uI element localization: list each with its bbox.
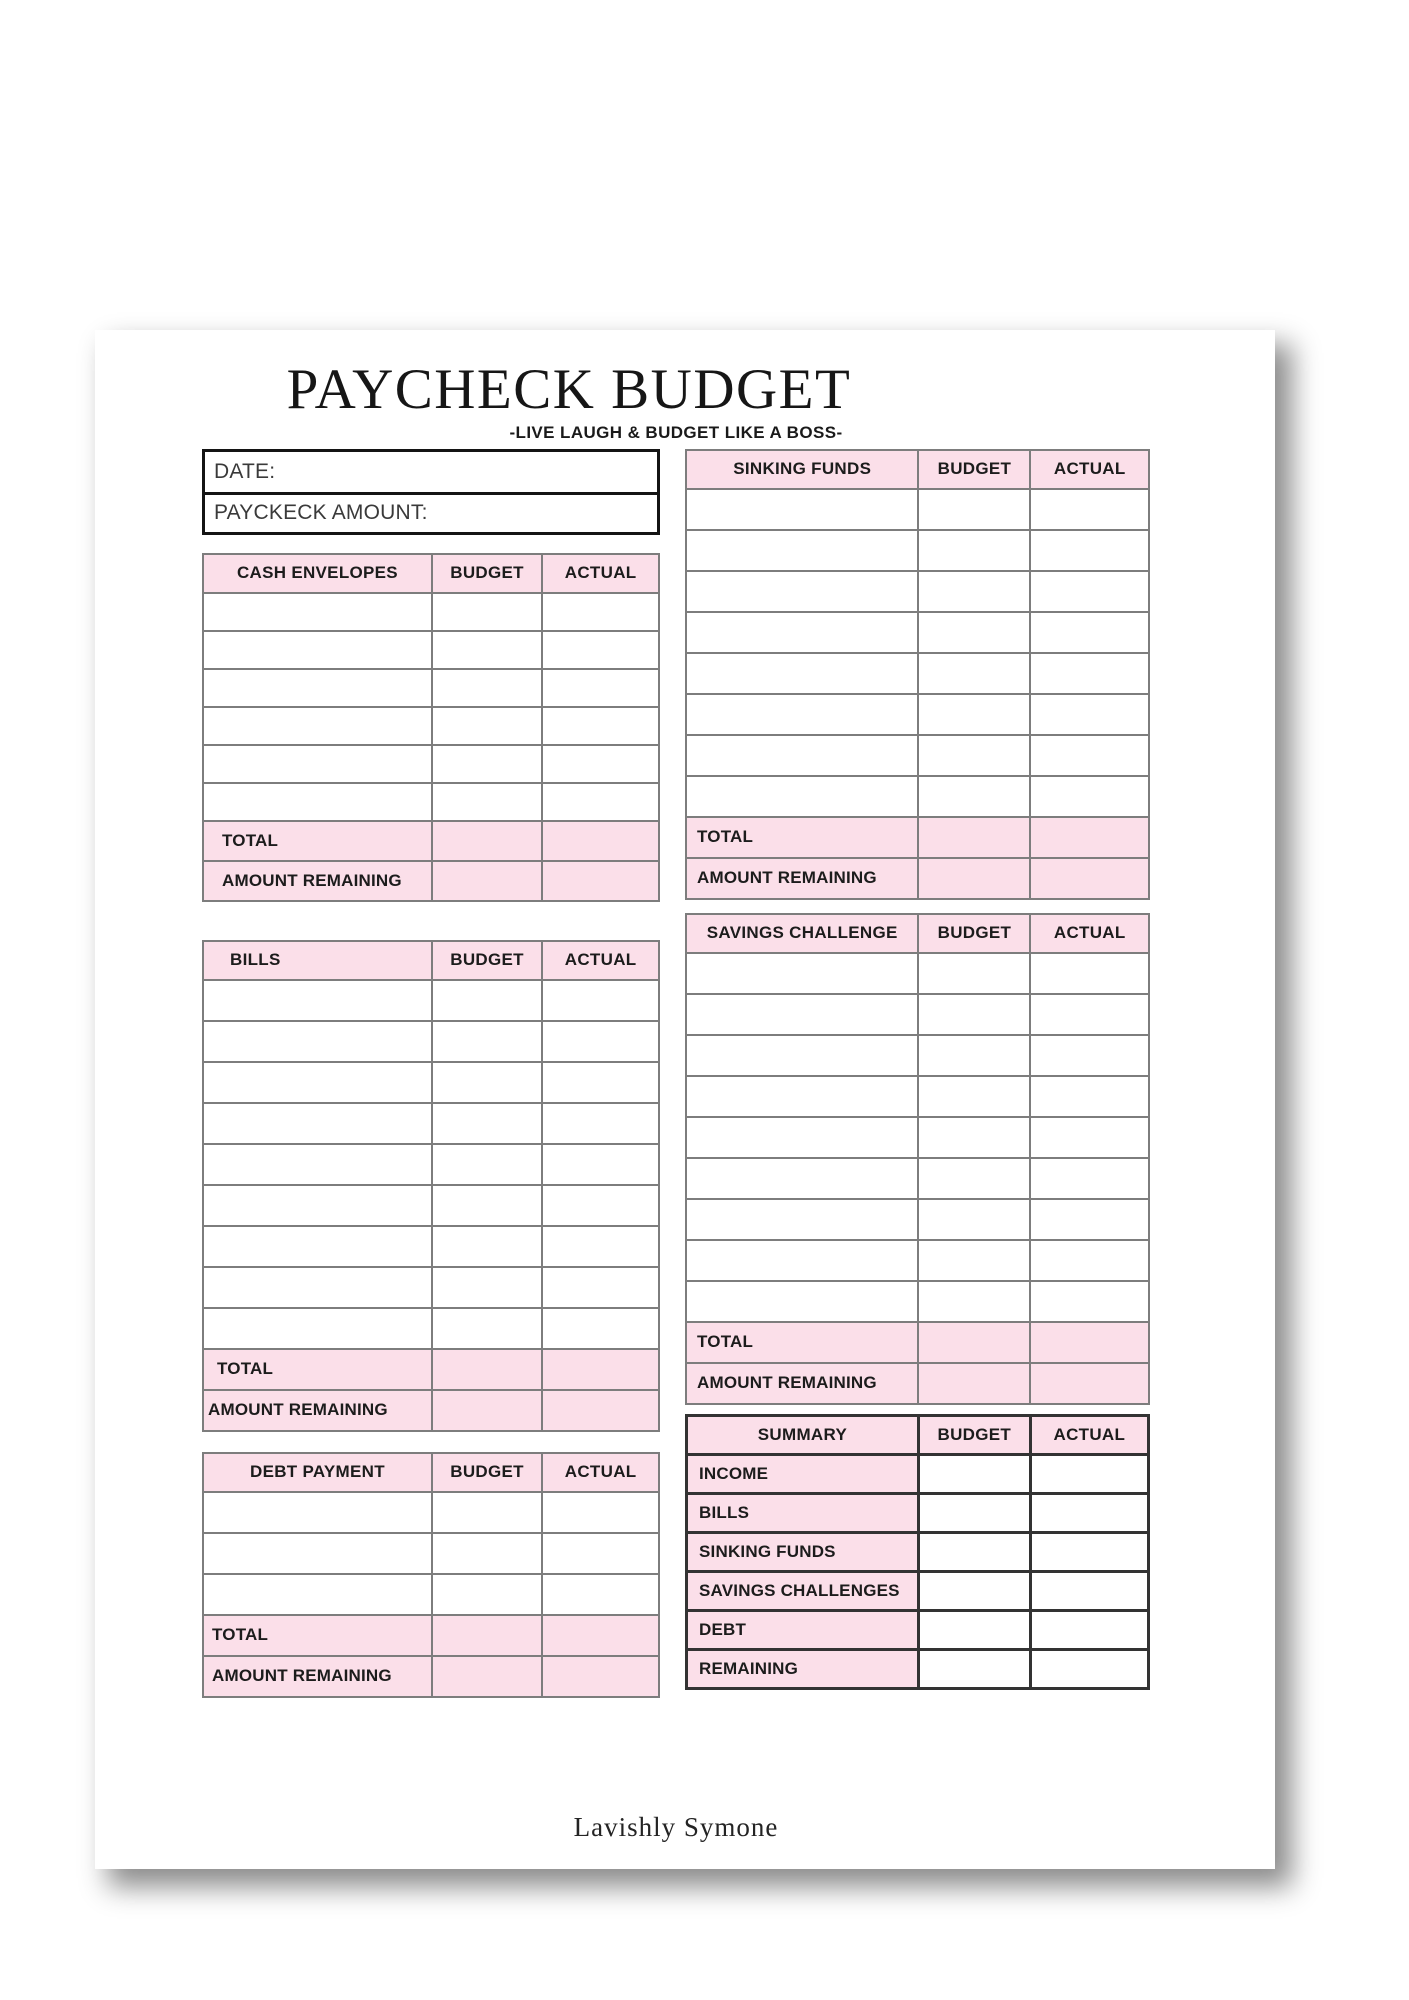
table-header-row — [203, 554, 659, 593]
total-budget-cell — [432, 1615, 542, 1656]
total-budget-cell — [918, 1322, 1030, 1363]
date-paycheck-box — [202, 449, 660, 535]
empty-cell — [542, 1103, 659, 1144]
date-label: DATE: — [214, 459, 276, 483]
empty-cell — [203, 1021, 432, 1062]
summary-header: SUMMARY — [687, 1415, 919, 1454]
empty-row — [686, 653, 1149, 694]
summary-budget-cell — [918, 1649, 1030, 1688]
amount-remaining-row — [203, 1656, 659, 1697]
budget-column-header: BUDGET — [432, 554, 542, 593]
empty-cell — [203, 745, 432, 783]
empty-cell — [203, 1492, 432, 1533]
empty-cell — [203, 669, 432, 707]
empty-cell — [542, 669, 659, 707]
summary-budget-cell — [918, 1532, 1030, 1571]
summary-budget-cell — [918, 1610, 1030, 1649]
summary-row-label: SINKING FUNDS — [687, 1532, 919, 1571]
empty-cell — [1030, 1240, 1149, 1281]
amount-remaining-row — [203, 861, 659, 901]
total-row — [686, 817, 1149, 858]
empty-row — [686, 1158, 1149, 1199]
cash-envelopes-header: CASH ENVELOPES — [203, 554, 432, 593]
total-label: TOTAL — [203, 1615, 432, 1656]
summary-row-bills — [687, 1493, 1149, 1532]
total-label: TOTAL — [203, 1349, 432, 1390]
remaining-actual-cell — [542, 861, 659, 901]
empty-cell — [542, 1144, 659, 1185]
summary-row-debt — [687, 1610, 1149, 1649]
empty-cell — [918, 994, 1030, 1035]
empty-cell — [203, 1062, 432, 1103]
summary-row-savings-challenges — [687, 1571, 1149, 1610]
empty-cell — [203, 1185, 432, 1226]
empty-row — [203, 1185, 659, 1226]
empty-row — [686, 994, 1149, 1035]
budget-column-header: BUDGET — [432, 1453, 542, 1492]
empty-cell — [686, 612, 918, 653]
empty-cell — [432, 593, 542, 631]
empty-row — [686, 1199, 1149, 1240]
summary-actual-cell — [1030, 1454, 1148, 1493]
empty-cell — [203, 980, 432, 1021]
empty-cell — [1030, 1076, 1149, 1117]
empty-cell — [918, 1117, 1030, 1158]
summary-table — [685, 1414, 1150, 1690]
date-field — [205, 452, 657, 492]
empty-cell — [432, 745, 542, 783]
empty-cell — [203, 593, 432, 631]
empty-cell — [1030, 694, 1149, 735]
empty-cell — [432, 1144, 542, 1185]
empty-row — [686, 530, 1149, 571]
total-budget-cell — [918, 817, 1030, 858]
remaining-budget-cell — [432, 861, 542, 901]
empty-row — [203, 745, 659, 783]
empty-row — [203, 707, 659, 745]
empty-cell — [918, 1199, 1030, 1240]
empty-row — [203, 1103, 659, 1144]
amount-remaining-label: AMOUNT REMAINING — [686, 858, 918, 899]
budget-column-header: BUDGET — [918, 450, 1030, 489]
empty-cell — [918, 1240, 1030, 1281]
actual-column-header: ACTUAL — [1030, 914, 1149, 953]
savings-challenge-table — [685, 913, 1150, 1405]
remaining-budget-cell — [432, 1656, 542, 1697]
left-column — [202, 449, 660, 1698]
empty-row — [686, 1117, 1149, 1158]
empty-cell — [918, 776, 1030, 817]
empty-cell — [918, 735, 1030, 776]
total-row — [203, 821, 659, 861]
empty-cell — [542, 1267, 659, 1308]
empty-cell — [686, 694, 918, 735]
empty-row — [203, 1144, 659, 1185]
empty-row — [203, 1492, 659, 1533]
summary-row-label: BILLS — [687, 1493, 919, 1532]
empty-cell — [686, 489, 918, 530]
bills-table — [202, 940, 660, 1432]
empty-row — [203, 1308, 659, 1349]
remaining-actual-cell — [1030, 858, 1149, 899]
empty-cell — [542, 707, 659, 745]
empty-cell — [203, 783, 432, 821]
empty-cell — [918, 1035, 1030, 1076]
summary-actual-cell — [1030, 1532, 1148, 1571]
empty-row — [686, 694, 1149, 735]
empty-cell — [918, 1158, 1030, 1199]
empty-cell — [686, 1199, 918, 1240]
page-title: PAYCHECK BUDGET — [286, 358, 852, 421]
empty-cell — [918, 612, 1030, 653]
empty-cell — [432, 1103, 542, 1144]
summary-row-label: REMAINING — [687, 1649, 919, 1688]
empty-row — [686, 489, 1149, 530]
empty-cell — [918, 571, 1030, 612]
empty-cell — [203, 1103, 432, 1144]
empty-cell — [686, 994, 918, 1035]
empty-row — [203, 1062, 659, 1103]
debt-payment-table — [202, 1452, 660, 1698]
empty-cell — [1030, 1117, 1149, 1158]
empty-cell — [203, 707, 432, 745]
amount-remaining-label: AMOUNT REMAINING — [203, 1390, 432, 1431]
table-header-row — [686, 914, 1149, 953]
empty-cell — [542, 745, 659, 783]
empty-cell — [542, 1492, 659, 1533]
empty-cell — [542, 1533, 659, 1574]
empty-row — [203, 631, 659, 669]
empty-cell — [918, 530, 1030, 571]
empty-cell — [203, 1308, 432, 1349]
empty-row — [203, 1267, 659, 1308]
empty-cell — [686, 1240, 918, 1281]
cash-envelopes-table — [202, 553, 660, 902]
empty-cell — [686, 1281, 918, 1322]
summary-budget-cell — [918, 1493, 1030, 1532]
empty-row — [686, 776, 1149, 817]
empty-cell — [542, 1574, 659, 1615]
remaining-budget-cell — [918, 858, 1030, 899]
summary-actual-cell — [1030, 1649, 1148, 1688]
empty-cell — [686, 1076, 918, 1117]
table-header-row — [203, 941, 659, 980]
empty-row — [686, 1035, 1149, 1076]
bills-header: BILLS — [203, 941, 432, 980]
amount-remaining-label: AMOUNT REMAINING — [203, 1656, 432, 1697]
content-grid — [202, 449, 1150, 1698]
empty-cell — [1030, 776, 1149, 817]
empty-cell — [1030, 1199, 1149, 1240]
empty-cell — [686, 776, 918, 817]
empty-row — [686, 953, 1149, 994]
summary-row-label: INCOME — [687, 1454, 919, 1493]
empty-cell — [686, 1117, 918, 1158]
empty-row — [203, 669, 659, 707]
empty-row — [203, 1574, 659, 1615]
empty-row — [686, 735, 1149, 776]
amount-remaining-label: AMOUNT REMAINING — [686, 1363, 918, 1404]
empty-cell — [432, 783, 542, 821]
total-label: TOTAL — [203, 821, 432, 861]
empty-cell — [203, 1267, 432, 1308]
empty-row — [203, 1021, 659, 1062]
empty-cell — [686, 735, 918, 776]
empty-cell — [1030, 489, 1149, 530]
budget-column-header: BUDGET — [432, 941, 542, 980]
remaining-actual-cell — [542, 1390, 659, 1431]
empty-cell — [542, 593, 659, 631]
summary-row-income — [687, 1454, 1149, 1493]
empty-cell — [203, 1574, 432, 1615]
empty-cell — [918, 1076, 1030, 1117]
budget-column-header: BUDGET — [918, 914, 1030, 953]
summary-actual-cell — [1030, 1610, 1148, 1649]
total-budget-cell — [432, 1349, 542, 1390]
empty-cell — [1030, 1158, 1149, 1199]
empty-cell — [686, 653, 918, 694]
empty-cell — [918, 489, 1030, 530]
empty-cell — [432, 1021, 542, 1062]
savings-challenge-header: SAVINGS CHALLENGE — [686, 914, 918, 953]
empty-cell — [542, 1062, 659, 1103]
empty-cell — [203, 1226, 432, 1267]
summary-budget-cell — [918, 1571, 1030, 1610]
actual-column-header: ACTUAL — [542, 941, 659, 980]
total-row — [203, 1615, 659, 1656]
debt-payment-header: DEBT PAYMENT — [203, 1453, 432, 1492]
remaining-budget-cell — [432, 1390, 542, 1431]
empty-cell — [542, 1308, 659, 1349]
empty-cell — [918, 694, 1030, 735]
table-header-row — [687, 1415, 1149, 1454]
empty-cell — [1030, 1281, 1149, 1322]
amount-remaining-label: AMOUNT REMAINING — [203, 861, 432, 901]
empty-cell — [542, 980, 659, 1021]
empty-cell — [1030, 735, 1149, 776]
empty-cell — [203, 1533, 432, 1574]
paycheck-amount-field — [205, 492, 657, 532]
empty-cell — [686, 530, 918, 571]
summary-row-remaining — [687, 1649, 1149, 1688]
empty-cell — [542, 1185, 659, 1226]
empty-row — [686, 1281, 1149, 1322]
table-header-row — [686, 450, 1149, 489]
summary-budget-cell — [918, 1454, 1030, 1493]
total-actual-cell — [542, 1615, 659, 1656]
total-actual-cell — [1030, 1322, 1149, 1363]
empty-row — [203, 980, 659, 1021]
empty-row — [686, 571, 1149, 612]
empty-cell — [432, 1267, 542, 1308]
summary-actual-cell — [1030, 1493, 1148, 1532]
empty-cell — [432, 1185, 542, 1226]
empty-cell — [1030, 953, 1149, 994]
empty-row — [203, 1226, 659, 1267]
total-actual-cell — [1030, 817, 1149, 858]
empty-cell — [542, 1226, 659, 1267]
actual-column-header: ACTUAL — [542, 554, 659, 593]
empty-cell — [432, 631, 542, 669]
page-subtitle: -LIVE LAUGH & BUDGET LIKE A BOSS- — [509, 422, 843, 442]
empty-cell — [432, 1226, 542, 1267]
actual-column-header: ACTUAL — [542, 1453, 659, 1492]
empty-cell — [432, 980, 542, 1021]
empty-cell — [203, 1144, 432, 1185]
total-actual-cell — [542, 821, 659, 861]
empty-cell — [542, 783, 659, 821]
summary-row-label: SAVINGS CHALLENGES — [687, 1571, 919, 1610]
empty-row — [686, 1076, 1149, 1117]
total-label: TOTAL — [686, 1322, 918, 1363]
empty-cell — [686, 1158, 918, 1199]
sinking-funds-header: SINKING FUNDS — [686, 450, 918, 489]
empty-cell — [432, 669, 542, 707]
empty-cell — [1030, 530, 1149, 571]
empty-cell — [203, 631, 432, 669]
empty-cell — [432, 1492, 542, 1533]
empty-cell — [918, 1281, 1030, 1322]
sinking-funds-table — [685, 449, 1150, 900]
empty-cell — [432, 707, 542, 745]
empty-cell — [542, 631, 659, 669]
total-budget-cell — [432, 821, 542, 861]
empty-row — [203, 783, 659, 821]
remaining-budget-cell — [918, 1363, 1030, 1404]
empty-cell — [686, 1035, 918, 1076]
right-column — [685, 449, 1150, 1690]
amount-remaining-row — [686, 1363, 1149, 1404]
total-row — [203, 1349, 659, 1390]
empty-cell — [1030, 994, 1149, 1035]
actual-column-header: ACTUAL — [1030, 450, 1149, 489]
empty-cell — [1030, 653, 1149, 694]
empty-cell — [542, 1021, 659, 1062]
table-header-row — [203, 1453, 659, 1492]
total-actual-cell — [542, 1349, 659, 1390]
remaining-actual-cell — [1030, 1363, 1149, 1404]
budget-column-header: BUDGET — [918, 1415, 1030, 1454]
summary-row-sinking-funds — [687, 1532, 1149, 1571]
empty-cell — [432, 1062, 542, 1103]
empty-cell — [686, 571, 918, 612]
empty-cell — [1030, 612, 1149, 653]
amount-remaining-row — [686, 858, 1149, 899]
empty-cell — [918, 653, 1030, 694]
total-label: TOTAL — [686, 817, 918, 858]
empty-row — [686, 1240, 1149, 1281]
empty-cell — [432, 1533, 542, 1574]
empty-cell — [432, 1574, 542, 1615]
summary-actual-cell — [1030, 1571, 1148, 1610]
empty-row — [203, 1533, 659, 1574]
empty-cell — [1030, 1035, 1149, 1076]
actual-column-header: ACTUAL — [1030, 1415, 1148, 1454]
empty-row — [686, 612, 1149, 653]
paycheck-amount-label: PAYCKECK AMOUNT: — [214, 501, 428, 525]
brand-footer: Lavishly Symone — [573, 1812, 779, 1842]
empty-cell — [432, 1308, 542, 1349]
amount-remaining-row — [203, 1390, 659, 1431]
total-row — [686, 1322, 1149, 1363]
empty-cell — [918, 953, 1030, 994]
empty-row — [203, 593, 659, 631]
paycheck-budget-sheet — [95, 330, 1275, 1869]
empty-cell — [1030, 571, 1149, 612]
remaining-actual-cell — [542, 1656, 659, 1697]
empty-cell — [686, 953, 918, 994]
summary-row-label: DEBT — [687, 1610, 919, 1649]
